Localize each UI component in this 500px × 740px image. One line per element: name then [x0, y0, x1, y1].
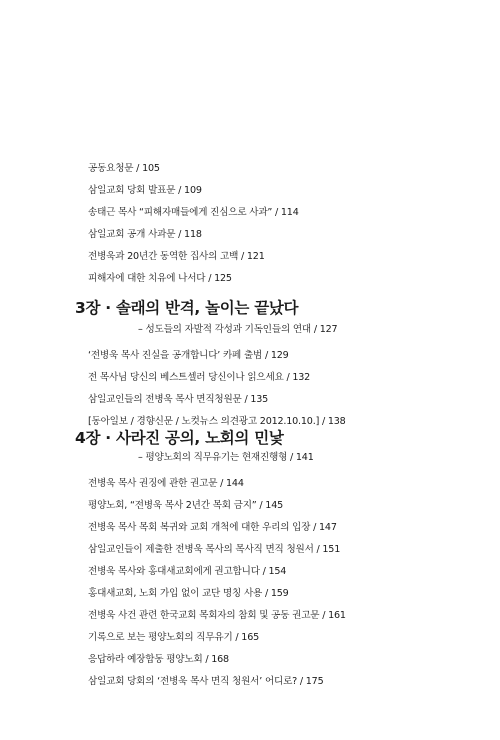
toc-entry: 평양노회, “전병욱 목사 2년간 목회 금지” / 145: [88, 500, 283, 511]
toc-entry: 삼일교인들이 제출한 전병욱 목사의 목사직 면직 청원서 / 151: [88, 544, 341, 555]
toc-entry: 삼일교회 당회 발표문 / 109: [88, 185, 202, 196]
toc-entry: 기록으로 보는 평양노회의 직무유기 / 165: [88, 632, 260, 643]
chapter-subtitle: – 성도들의 자발적 각성과 기독인들의 연대 / 127: [138, 324, 338, 335]
chapter-title: 3장 · 솔래의 반격, 놀이는 끝났다: [75, 299, 299, 317]
toc-entry: 공동요청문 / 105: [88, 163, 160, 174]
toc-entry: 전병욱 목사 목회 복귀와 교회 개척에 대한 우리의 입장 / 147: [88, 522, 337, 533]
toc-entry: 전병욱과 20년간 동역한 집사의 고백 / 121: [88, 251, 265, 262]
toc-entry: 삼일교회 당회의 ‘전병욱 목사 면직 청원서’ 어디로? / 175: [88, 676, 324, 687]
toc-entry: 전 목사님 당신의 베스트셀러 당신이나 읽으세요 / 132: [88, 372, 311, 383]
toc-entry: 삼일교인들의 전병욱 목사 면직청원문 / 135: [88, 394, 269, 405]
toc-entry: [동아일보 / 경향신문 / 노컷뉴스 의견광고 2012.10.10.] / 138: [88, 416, 346, 427]
toc-entry: 삼일교회 공개 사과문 / 118: [88, 229, 202, 240]
toc-entry: 피해자에 대한 치유에 나서다 / 125: [88, 273, 232, 284]
chapter-subtitle: – 평양노회의 직무유기는 현재진행형 / 141: [138, 452, 314, 463]
toc-entry: 홍대새교회, 노회 가입 없이 교단 명칭 사용 / 159: [88, 588, 289, 599]
toc-entry: 전병욱 사건 관련 한국교회 목회자의 참회 및 공동 권고문 / 161: [88, 610, 346, 621]
toc-entry: 전병욱 목사 권징에 관한 권고문 / 144: [88, 478, 244, 489]
toc-entry: ‘전병욱 목사 진실을 공개합니다’ 카페 출범 / 129: [88, 350, 289, 361]
chapter-title: 4장 · 사라진 공의, 노회의 민낯: [75, 429, 284, 447]
toc-entry: 송태근 목사 “피해자매들에게 진심으로 사과” / 114: [88, 207, 299, 218]
toc-entry: 전병욱 목사와 홍대새교회에게 권고합니다 / 154: [88, 566, 287, 577]
toc-entry: 응답하라 예장합동 평양노회 / 168: [88, 654, 229, 665]
